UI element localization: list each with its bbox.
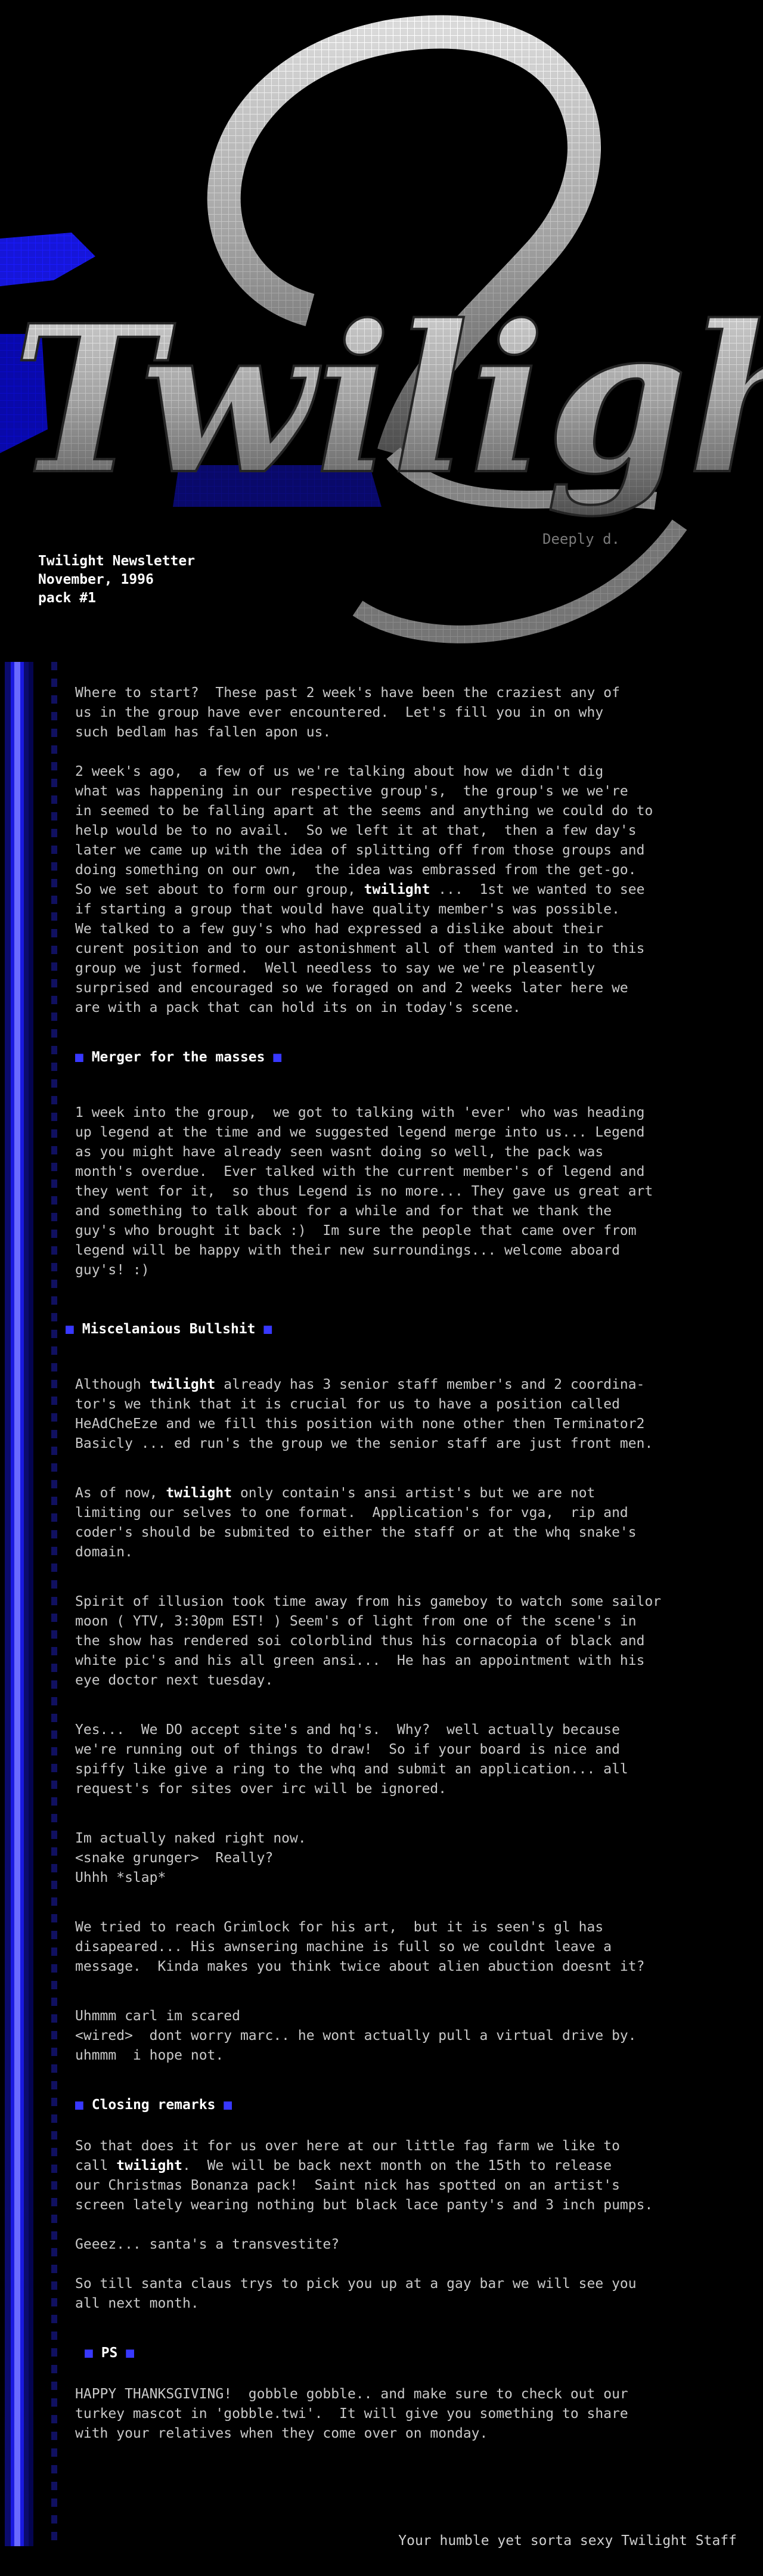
misc-paragraph-7: Uhmmm carl im scared <wired> dont worry marc.. he wont actually pull a virtual drive by. uhmmm i hope not. <box>75 2008 637 2063</box>
section-merger-heading: ■ Merger for the masses ■ <box>75 1049 282 1065</box>
misc-paragraph-5: Im actually naked right now. <snake grunger> Really? Uhhh *slap* <box>75 1831 306 1885</box>
header-date: November, 1996 <box>38 572 154 587</box>
header-pack: pack #1 <box>38 590 96 606</box>
misc-paragraph-1: Although twilight already has 3 senior staff member's and 2 coordina- tor's we think that it is crucial for us to have a position called HeAdCheEze and we fill this position with none other then Terminator2 Basicly ... ed run's the group we the senior staff are just front men. <box>75 1377 653 1451</box>
closing-paragraph-1: So that does it for us over here at our little fag farm we like to call twilight. We will be back next month on the 15th to release our Christmas Bonanza pack! Saint nick has spotted on an artist's screen lately wearing nothing but black lace panty's and 3 inch pumps. <box>75 2138 653 2213</box>
newsletter-body <box>66 683 755 2444</box>
misc-paragraph-3: Spirit of illusion took time away from his gameboy to watch some sailor moon ( YTV, 3:30pm EST! ) Seem's of light from one of the scene's in the show has rendered soi colorblind thus his cornacopia of black and white pic's and his all green ansi... He has an appointment with his eye doctor next tuesday. <box>75 1594 662 1688</box>
newsletter-header <box>38 552 195 608</box>
misc-paragraph-4: Yes... We DO accept site's and hq's. Why? well actually because we're running out of things to draw! So if your board is nice and spiffy like give a ring to the whq and submit an application... all request's for sites over irc will be ignored. <box>75 1722 628 1797</box>
ps-paragraph: HAPPY THANKSGIVING! gobble gobble.. and make sure to check out our turkey mascot in 'gobble.twi'. It will give you something to share with your relatives when they come over on monday. <box>75 2386 628 2441</box>
blue-sidebar <box>0 662 48 2546</box>
section-misc-heading: ■ Miscelanious Bullshit ■ <box>66 1321 272 1337</box>
section-ps-heading: ■ PS ■ <box>85 2345 135 2361</box>
closing-paragraph-2: Geeez... santa's a transvestite? <box>75 2237 340 2252</box>
signature: Your humble yet sorta sexy Twilight Staff <box>398 2533 737 2549</box>
artist-tag: Deeply d. <box>542 531 621 547</box>
intro-paragraph-2: 2 week's ago, a few of us we're talking about how we didn't dig what was happening in our respective group's, the group's we we're in seemed to be falling apart at the seems and anything we could do to help would be to no avail. So we left it at that, then a few day's later we came up with the idea of splitting off from those groups and doing something on our own, the idea was embrassed from the get-go. So we set about to form our group, twilight ... 1st we wanted to see if starting a group that would have quality member's was possible. We talked to a few guy's who had expressed a dislike about their curent position and to our astonishment all of them wanted in to this group we just formed. Well needless to say we we're pleasently surprised and encouraged so we foraged on and 2 weeks later here we are with a pack that can hold its on in today's scene. <box>75 764 653 1015</box>
misc-paragraph-6: We tried to reach Grimlock for his art, but it is seen's gl has disapeared... His awnsering machine is full so we couldnt leave a message. Kinda makes you think twice about alien abuction doesnt it? <box>75 1919 645 1974</box>
header-title: Twilight Newsletter <box>38 553 196 569</box>
intro-paragraph: Where to start? These past 2 week's have been the craziest any of us in the group have ever encountered. Let's fill you in on why such bedlam has fallen apon us. <box>75 685 620 740</box>
merger-paragraph: 1 week into the group, we got to talking with 'ever' who was heading up legend at the time and we suggested legend merge into us... Legend as you might have already seen wasnt doing so well, the pack was month's overdue. Ever talked with the current member's of legend and they went for it, so thus Legend is no more... They gave us great art and something to talk about for a while and for that we thank the guy's who brought it back :) Im sure the people that came over from legend will be happy with their new surroundings... welcome aboard guy's! :) <box>75 1105 653 1278</box>
sidebar-stripes <box>51 662 57 2546</box>
section-closing-heading: ■ Closing remarks ■ <box>75 2097 232 2113</box>
closing-paragraph-3: So till santa claus trys to pick you up at a gay bar we will see you all next month. <box>75 2276 637 2311</box>
misc-paragraph-2: As of now, twilight only contain's ansi artist's but we are not limiting our selves to one format. Application's for vga, rip and coder's should be submited to either the staff or at the whq snake's domain. <box>75 1485 637 1560</box>
